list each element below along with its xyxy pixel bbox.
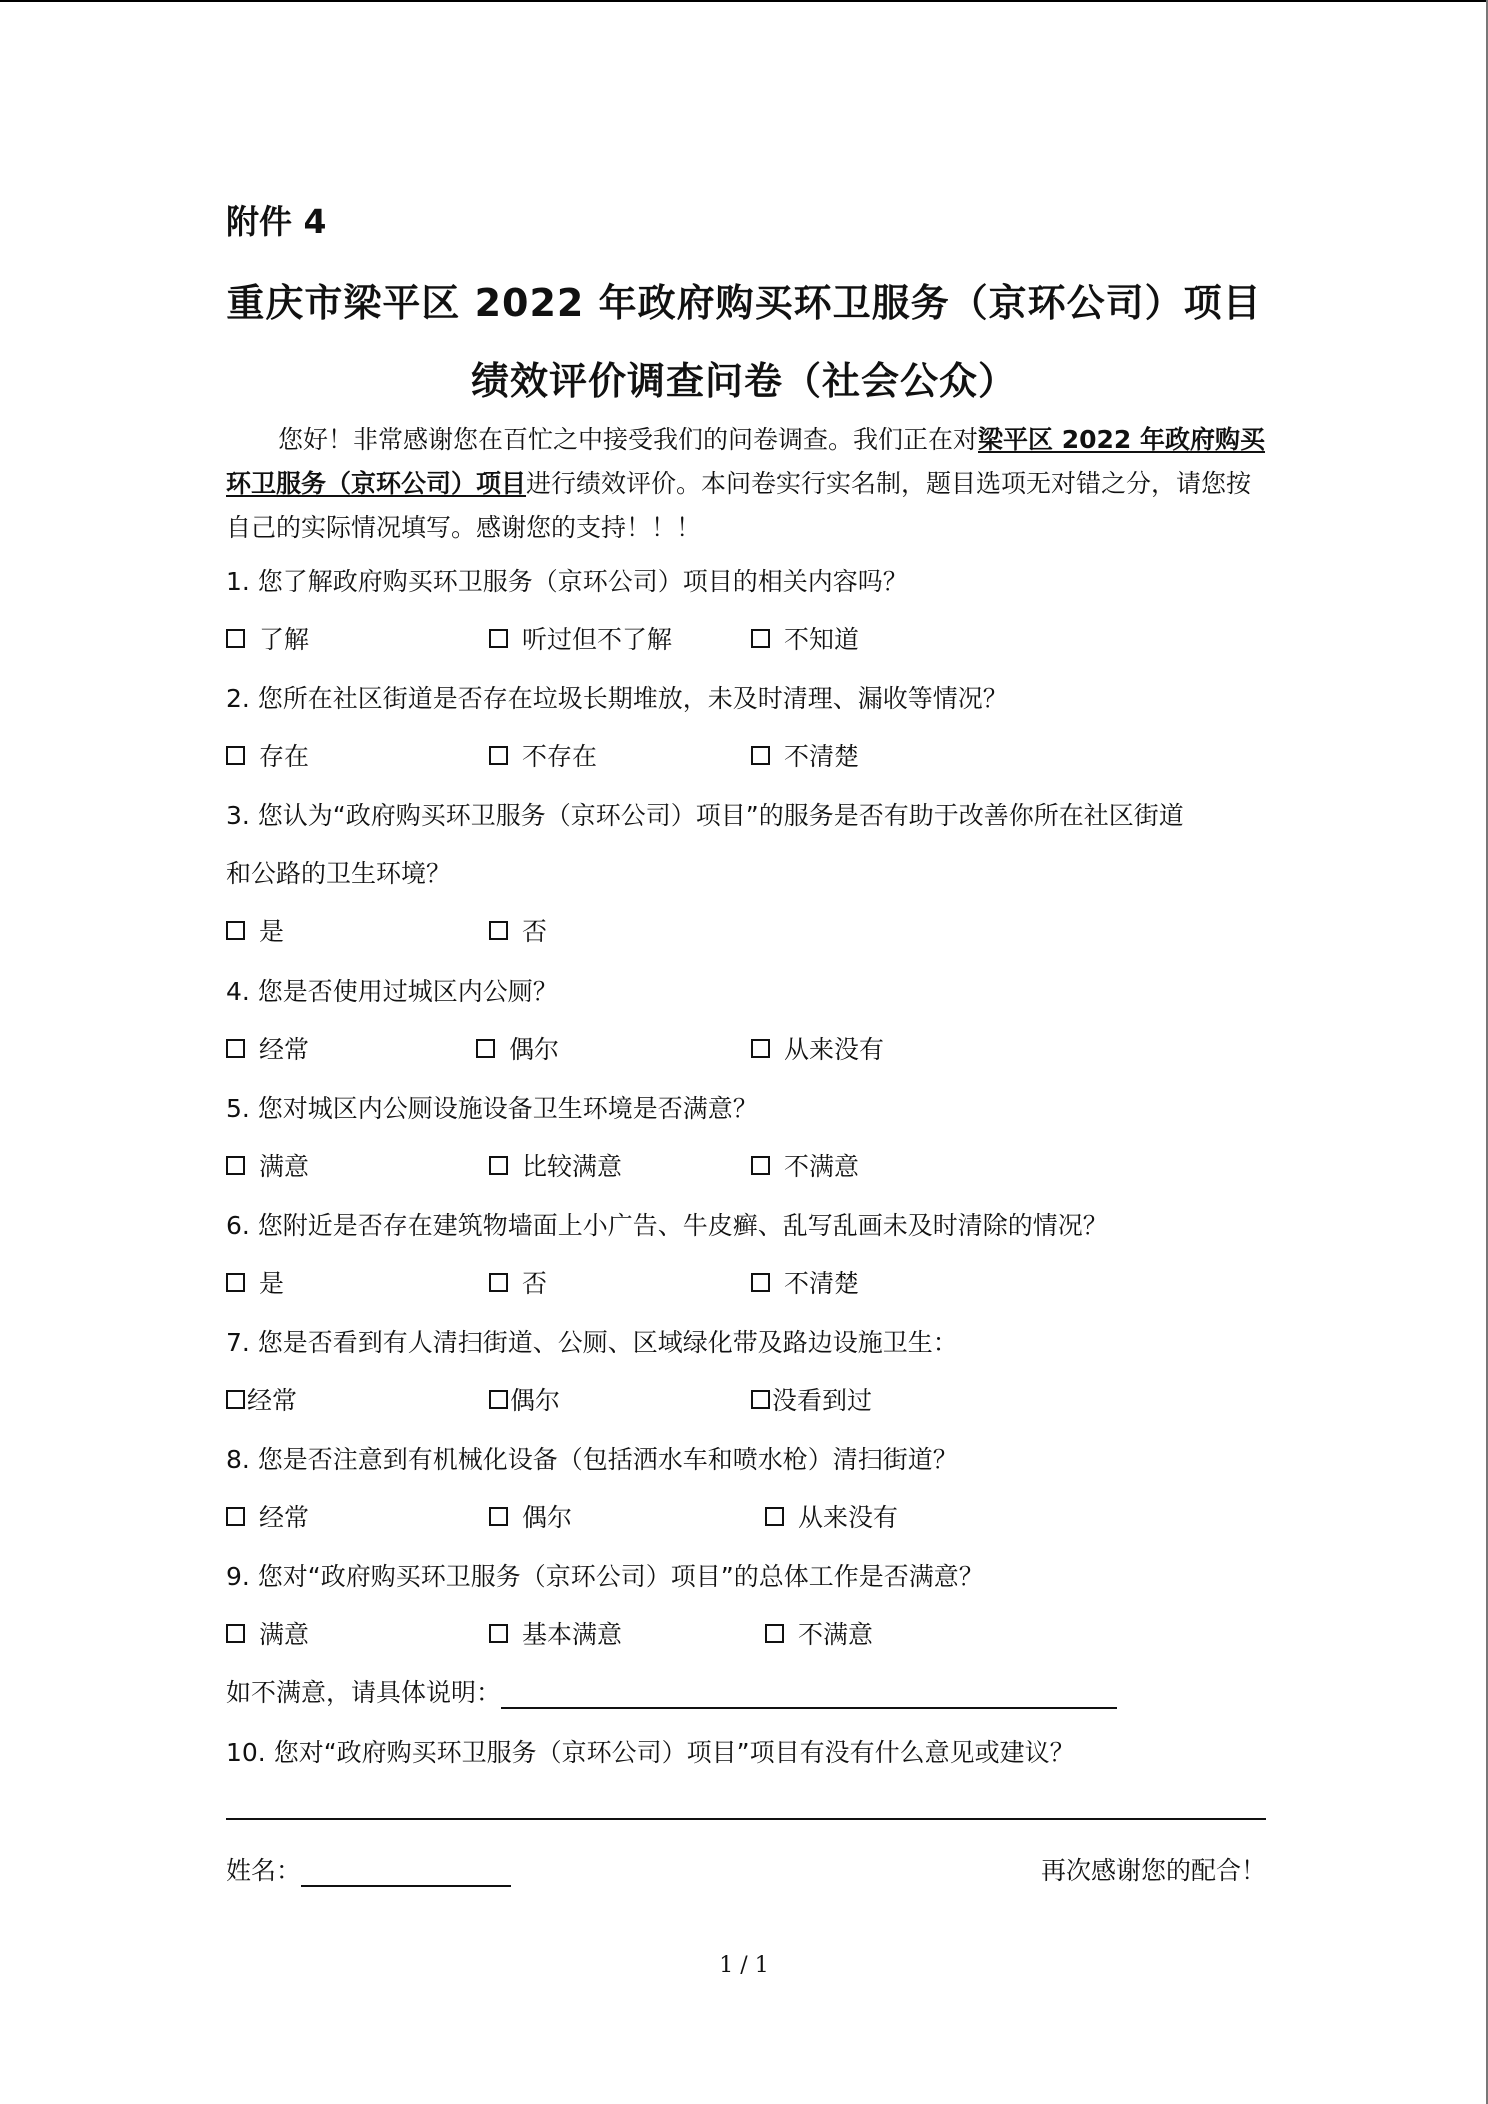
- q9-option-1[interactable]: 满意: [226, 1615, 309, 1651]
- q2-option-1[interactable]: 存在: [226, 737, 309, 773]
- question-10: 10. 您对“政府购买环卫服务（京环公司）项目”项目有没有什么意见或建议？: [226, 1738, 1075, 1767]
- q1-option-3[interactable]: 不知道: [751, 620, 859, 656]
- checkbox[interactable]: [765, 1507, 784, 1526]
- question-9: 9. 您对“政府购买环卫服务（京环公司）项目”的总体工作是否满意？: [226, 1562, 984, 1591]
- checkbox[interactable]: [226, 1039, 245, 1058]
- question-1: 1. 您了解政府购买环卫服务（京环公司）项目的相关内容吗？: [226, 567, 908, 596]
- checkbox[interactable]: [489, 1156, 508, 1175]
- question-5: 5. 您对城区内公厕设施设备卫生环境是否满意？: [226, 1094, 758, 1123]
- checkbox[interactable]: [489, 1273, 508, 1292]
- q4-option-1[interactable]: 经常: [226, 1030, 309, 1066]
- q3-option-2[interactable]: 否: [489, 912, 547, 948]
- question-8: 8. 您是否注意到有机械化设备（包括洒水车和喷水枪）清扫街道？: [226, 1445, 958, 1474]
- page-number: 1 / 1: [719, 1953, 769, 1978]
- dissatisfied-label: 如不满意，请具体说明：: [226, 1678, 502, 1707]
- checkbox[interactable]: [765, 1624, 784, 1643]
- q2-option-3[interactable]: 不清楚: [751, 737, 859, 773]
- attachment-label: 附件 4: [226, 202, 327, 241]
- q5-option-1[interactable]: 满意: [226, 1147, 309, 1183]
- checkbox[interactable]: [226, 1156, 245, 1175]
- checkbox[interactable]: [226, 921, 245, 940]
- q8-option-1[interactable]: 经常: [226, 1498, 309, 1534]
- checkbox[interactable]: [226, 1273, 245, 1292]
- checkbox[interactable]: [751, 1390, 770, 1409]
- checkbox[interactable]: [489, 746, 508, 765]
- question-7: 7. 您是否看到有人清扫街道、公厕、区域绿化带及路边设施卫生：: [226, 1328, 958, 1357]
- question-2: 2. 您所在社区街道是否存在垃圾长期堆放，未及时清理、漏收等情况？: [226, 684, 1008, 713]
- q1-option-1[interactable]: 了解: [226, 620, 309, 656]
- q6-option-1[interactable]: 是: [226, 1264, 284, 1300]
- checkbox[interactable]: [489, 1507, 508, 1526]
- checkbox[interactable]: [751, 746, 770, 765]
- top-border: [0, 0, 1488, 2]
- q2-option-2[interactable]: 不存在: [489, 737, 597, 773]
- q3-option-1[interactable]: 是: [226, 912, 284, 948]
- q1-option-2[interactable]: 听过但不了解: [489, 620, 672, 656]
- question-6: 6. 您附近是否存在建筑物墙面上小广告、牛皮癣、乱写乱画未及时清除的情况？: [226, 1211, 1108, 1240]
- checkbox[interactable]: [226, 746, 245, 765]
- name-label: 姓名：: [226, 1856, 302, 1885]
- q9-option-3[interactable]: 不满意: [765, 1615, 873, 1651]
- question-3: 3. 您认为“政府购买环卫服务（京环公司）项目”的服务是否有助于改善你所在社区街道: [226, 801, 1184, 830]
- checkbox[interactable]: [751, 1273, 770, 1292]
- q4-option-2[interactable]: 偶尔: [476, 1030, 559, 1066]
- q6-option-2[interactable]: 否: [489, 1264, 547, 1300]
- checkbox[interactable]: [476, 1039, 495, 1058]
- suggestion-input-line[interactable]: [226, 1818, 1266, 1820]
- q5-option-2[interactable]: 比较满意: [489, 1147, 622, 1183]
- checkbox[interactable]: [226, 1624, 245, 1643]
- intro-project-name: 梁平区 2022 年政府购买环卫服务（京环公司）项目: [226, 425, 1266, 498]
- checkbox[interactable]: [751, 1039, 770, 1058]
- dissatisfied-row: [226, 1673, 1117, 1709]
- checkbox[interactable]: [751, 629, 770, 648]
- q4-option-3[interactable]: 从来没有: [751, 1030, 884, 1066]
- checkbox[interactable]: [489, 629, 508, 648]
- checkbox[interactable]: [226, 1390, 245, 1409]
- title-line-2: 绩效评价调查问卷（社会公众）: [470, 359, 1017, 403]
- q8-option-2[interactable]: 偶尔: [489, 1498, 572, 1534]
- q6-option-3[interactable]: 不清楚: [751, 1264, 859, 1300]
- dissatisfied-input-line[interactable]: [501, 1681, 1117, 1709]
- checkbox[interactable]: [226, 1507, 245, 1526]
- title-line-1: 重庆市梁平区 2022 年政府购买环卫服务（京环公司）项目: [226, 281, 1262, 325]
- checkbox[interactable]: [226, 629, 245, 648]
- thanks-text: 再次感谢您的配合！: [1040, 1856, 1266, 1885]
- checkbox[interactable]: [489, 1390, 508, 1409]
- intro-text-2: 进行绩效评价。本问卷实行实名制，题目选项无对错之分，请您按自己的实际情况填写。感谢您的支持！！！: [226, 469, 1252, 542]
- checkbox[interactable]: [751, 1156, 770, 1175]
- q5-option-3[interactable]: 不满意: [751, 1147, 859, 1183]
- name-row: [226, 1851, 511, 1887]
- q8-option-3[interactable]: 从来没有: [765, 1498, 898, 1534]
- intro-text-1: 您好！非常感谢您在百忙之中接受我们的问卷调查。我们正在对: [278, 425, 979, 454]
- question-3-continued: 和公路的卫生环境？: [226, 859, 452, 888]
- q7-option-2[interactable]: 偶尔: [489, 1381, 560, 1417]
- intro-paragraph: [226, 418, 1266, 550]
- q9-option-2[interactable]: 基本满意: [489, 1615, 622, 1651]
- q7-option-3[interactable]: 没看到过: [751, 1381, 872, 1417]
- name-input-line[interactable]: [301, 1859, 511, 1887]
- question-4: 4. 您是否使用过城区内公厕？: [226, 977, 558, 1006]
- q7-option-1[interactable]: 经常: [226, 1381, 297, 1417]
- checkbox[interactable]: [489, 921, 508, 940]
- checkbox[interactable]: [489, 1624, 508, 1643]
